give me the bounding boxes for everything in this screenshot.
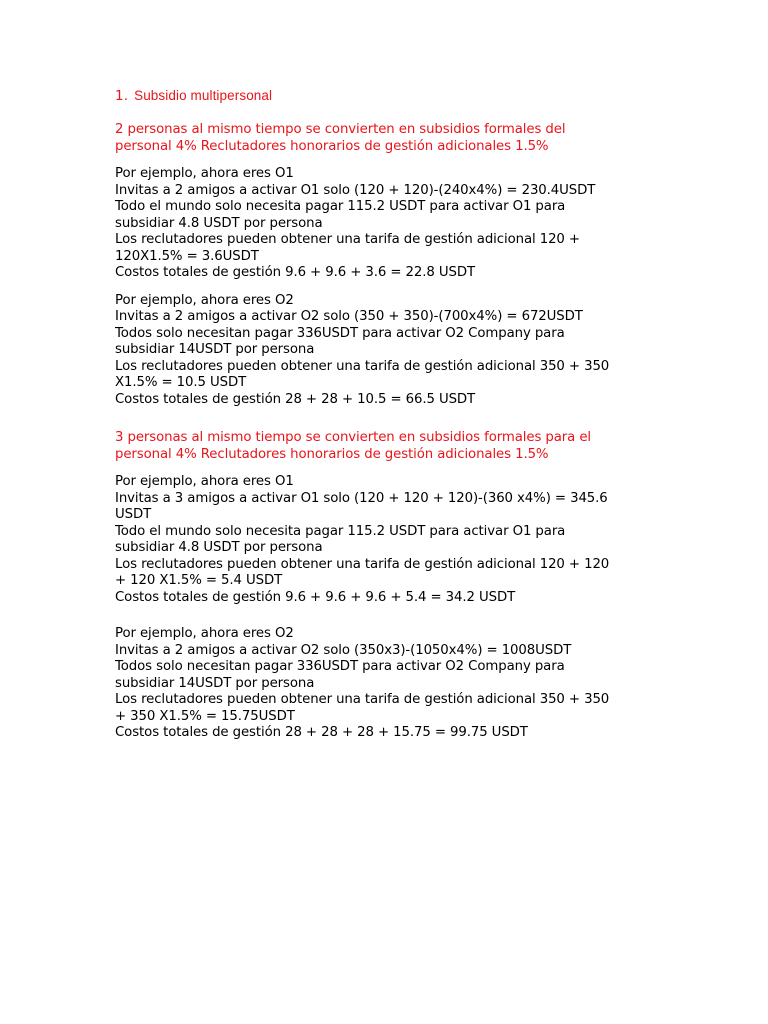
block1-intro-line: 2 personas al mismo tiempo se convierten en subsidios formales del [115,122,566,137]
block1-example-o1 [115,166,735,282]
text-line: Invitas a 3 amigos a activar O1 solo (120 + 120 + 120)-(360 x4%) = 345.6 [115,490,608,506]
block1-intro [115,122,735,155]
text-line: Por ejemplo, ahora eres O1 [115,166,294,181]
text-line: X1.5% = 10.5 USDT [115,375,247,390]
text-line: 120X1.5% = 3.6USDT [115,248,259,264]
text-line: subsidiar 4.8 USDT por persona [115,215,323,231]
text-line: + 120 X1.5% = 5.4 USDT [115,573,283,588]
text-line: Por ejemplo, ahora eres O2 [115,626,294,641]
text-line: Todo el mundo solo necesita pagar 115.2 USDT para activar O1 para [115,523,566,539]
section-title: Subsidio multipersonal [134,88,273,103]
block1-intro-line: personal 4% Reclutadores honorarios de gestión adicionales 1.5% [115,138,549,154]
text-line: Los reclutadores pueden obtener una tarifa de gestión adicional 120 + 120 [115,556,610,572]
text-line: subsidiar 14USDT por persona [115,342,315,357]
block2-intro-line: personal 4% Reclutadores honorarios de gestión adicionales 1.5% [115,446,549,462]
text-line: Todo el mundo solo necesita pagar 115.2 USDT para activar O1 para [115,199,566,214]
text-line: subsidiar 14USDT por persona [115,675,315,691]
text-line: USDT [115,507,152,522]
text-line: Costos totales de gestión 9.6 + 9.6 + 3.6 = 22.8 USDT [115,265,475,280]
text-line: Todos solo necesitan pagar 336USDT para activar O2 Company para [115,325,565,341]
text-line: subsidiar 4.8 USDT por persona [115,540,323,555]
block2-intro-line: 3 personas al mismo tiempo se convierten en subsidios formales para el [115,430,591,445]
block1-example-o2 [115,293,735,409]
text-line: Por ejemplo, ahora eres O1 [115,474,294,489]
section-number: 1. [115,88,129,104]
text-line: Costos totales de gestión 28 + 28 + 28 + 15.75 = 99.75 USDT [115,725,528,740]
section-heading [115,86,735,106]
text-line: Los reclutadores pueden obtener una tarifa de gestión adicional 350 + 350 [115,358,610,374]
text-line: Invitas a 2 amigos a activar O1 solo (120 + 120)-(240x4%) = 230.4USDT [115,182,596,198]
text-line: + 350 X1.5% = 15.75USDT [115,708,295,724]
text-line: Por ejemplo, ahora eres O2 [115,292,294,308]
text-line: Invitas a 2 amigos a activar O2 solo (350x3)-(1050x4%) = 1008USDT [115,642,572,658]
document-content [115,86,735,742]
text-line: Invitas a 2 amigos a activar O2 solo (350 + 350)-(700x4%) = 672USDT [115,309,583,324]
text-line: Los reclutadores pueden obtener una tarifa de gestión adicional 350 + 350 [115,692,610,707]
block2-example-o2 [115,626,735,742]
text-line: Todos solo necesitan pagar 336USDT para activar O2 Company para [115,659,565,674]
text-line: Costos totales de gestión 9.6 + 9.6 + 9.6 + 5.4 = 34.2 USDT [115,589,516,605]
text-line: Costos totales de gestión 28 + 28 + 10.5 = 66.5 USDT [115,391,476,407]
block2-example-o1 [115,474,735,606]
text-line: Los reclutadores pueden obtener una tarifa de gestión adicional 120 + [115,232,580,247]
block2-intro [115,430,735,463]
